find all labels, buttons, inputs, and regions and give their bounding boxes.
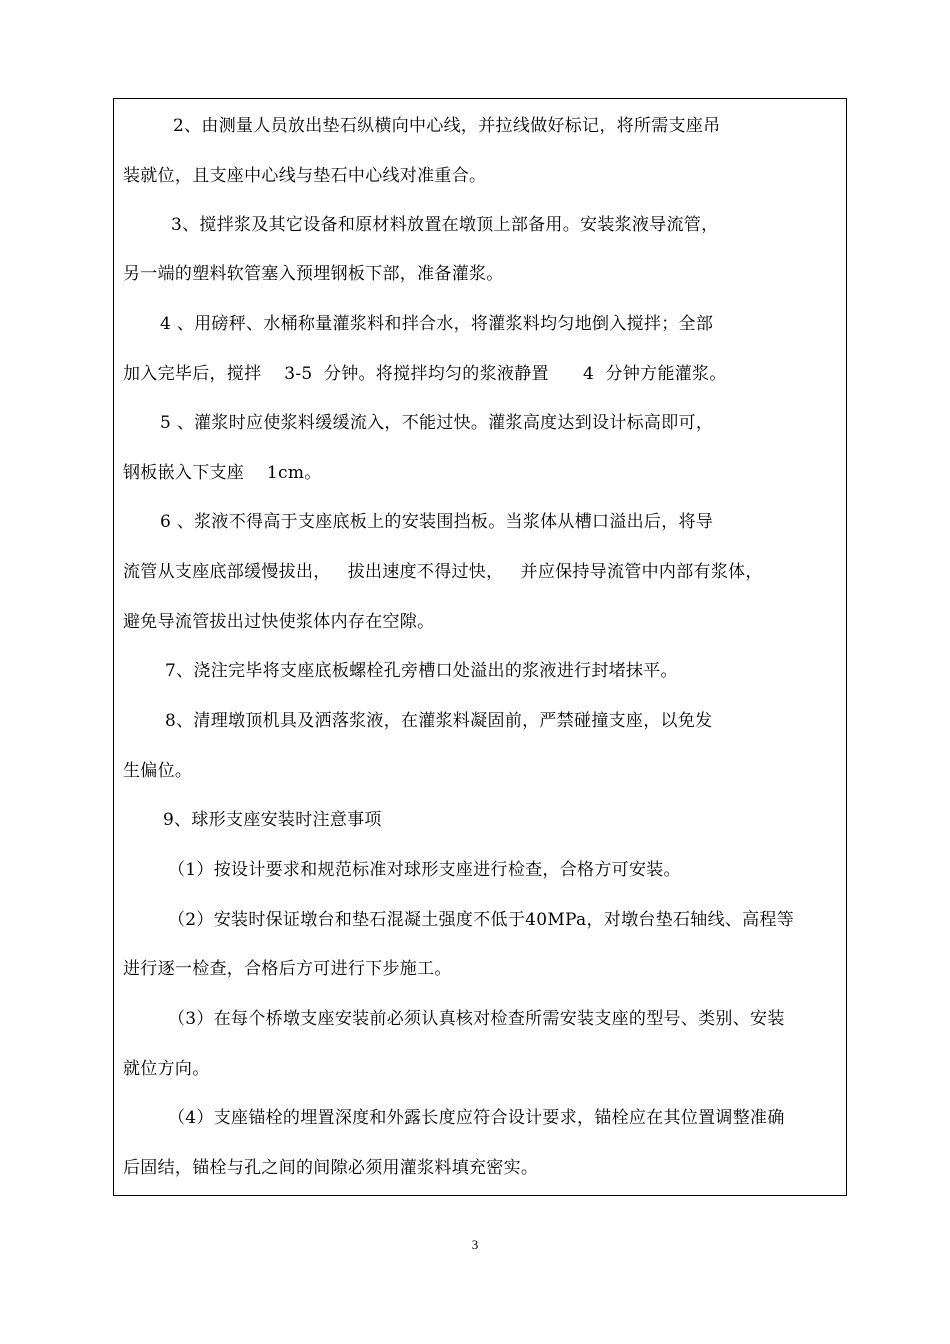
text-line: 就位方向。 [123, 1059, 210, 1079]
text-line: 8、清理墩顶机具及洒落浆液，在灌浆料凝固前，严禁碰撞支座，以免发 [165, 711, 713, 731]
text-line: 装就位，且支座中心线与垫石中心线对准重合。 [123, 166, 487, 186]
text-line: 3、搅拌浆及其它设备和原材料放置在墩顶上部备用。安装浆液导流管， [171, 215, 719, 235]
text-line: 进行逐一检查，合格后方可进行下步施工。 [123, 959, 452, 979]
text-line: 7、浇注完毕将支座底板螺栓孔旁槽口处溢出的浆液进行封堵抹平。 [165, 661, 678, 681]
text-line: 加入完毕后，搅拌 3-5 分钟。将搅拌均匀的浆液静置 4 分钟方能灌浆。 [123, 364, 727, 384]
text-line: 2、由测量人员放出垫石纵横向中心线，并拉线做好标记，将所需支座吊 [173, 116, 721, 136]
text-line: 另一端的塑料软管塞入预埋钢板下部，准备灌浆。 [123, 264, 504, 284]
text-line: 4 、用磅秤、水桶称量灌浆料和拌合水，将灌浆料均匀地倒入搅拌；全部 [160, 314, 714, 334]
text-line: 5 、灌浆时应使浆料缓缓流入，不能过快。灌浆高度达到设计标高即可， [160, 413, 714, 433]
text-line: （1）按设计要求和规范标准对球形支座进行检查，合格方可安装。 [168, 860, 681, 880]
text-line: 钢板嵌入下支座 1cm。 [123, 463, 322, 483]
text-line: （3）在每个桥墩支座安装前必须认真核对检查所需安装支座的型号、类别、安装 [168, 1009, 785, 1029]
page-number: 3 [471, 1237, 479, 1252]
text-line: 后固结，锚栓与孔之间的间隙必须用灌浆料填充密实。 [123, 1158, 539, 1178]
text-line: 避免导流管拔出过快使浆体内存在空隙。 [123, 612, 435, 632]
text-line: 6 、浆液不得高于支座底板上的安装围挡板。当浆体从槽口溢出后，将导 [160, 512, 714, 532]
content-frame [113, 98, 847, 1196]
text-line: 生偏位。 [123, 761, 193, 781]
text-line: 9、球形支座安装时注意事项 [163, 810, 382, 830]
text-line: 流管从支座底部缓慢拔出， 拔出速度不得过快， 并应保持导流管中内部有浆体， [123, 562, 763, 582]
text-line: （2）安装时保证墩台和垫石混凝土强度不低于40MPa，对墩台垫石轴线、高程等 [168, 910, 795, 930]
text-line: （4）支座锚栓的埋置深度和外露长度应符合设计要求，锚栓应在其位置调整准确 [168, 1108, 785, 1128]
